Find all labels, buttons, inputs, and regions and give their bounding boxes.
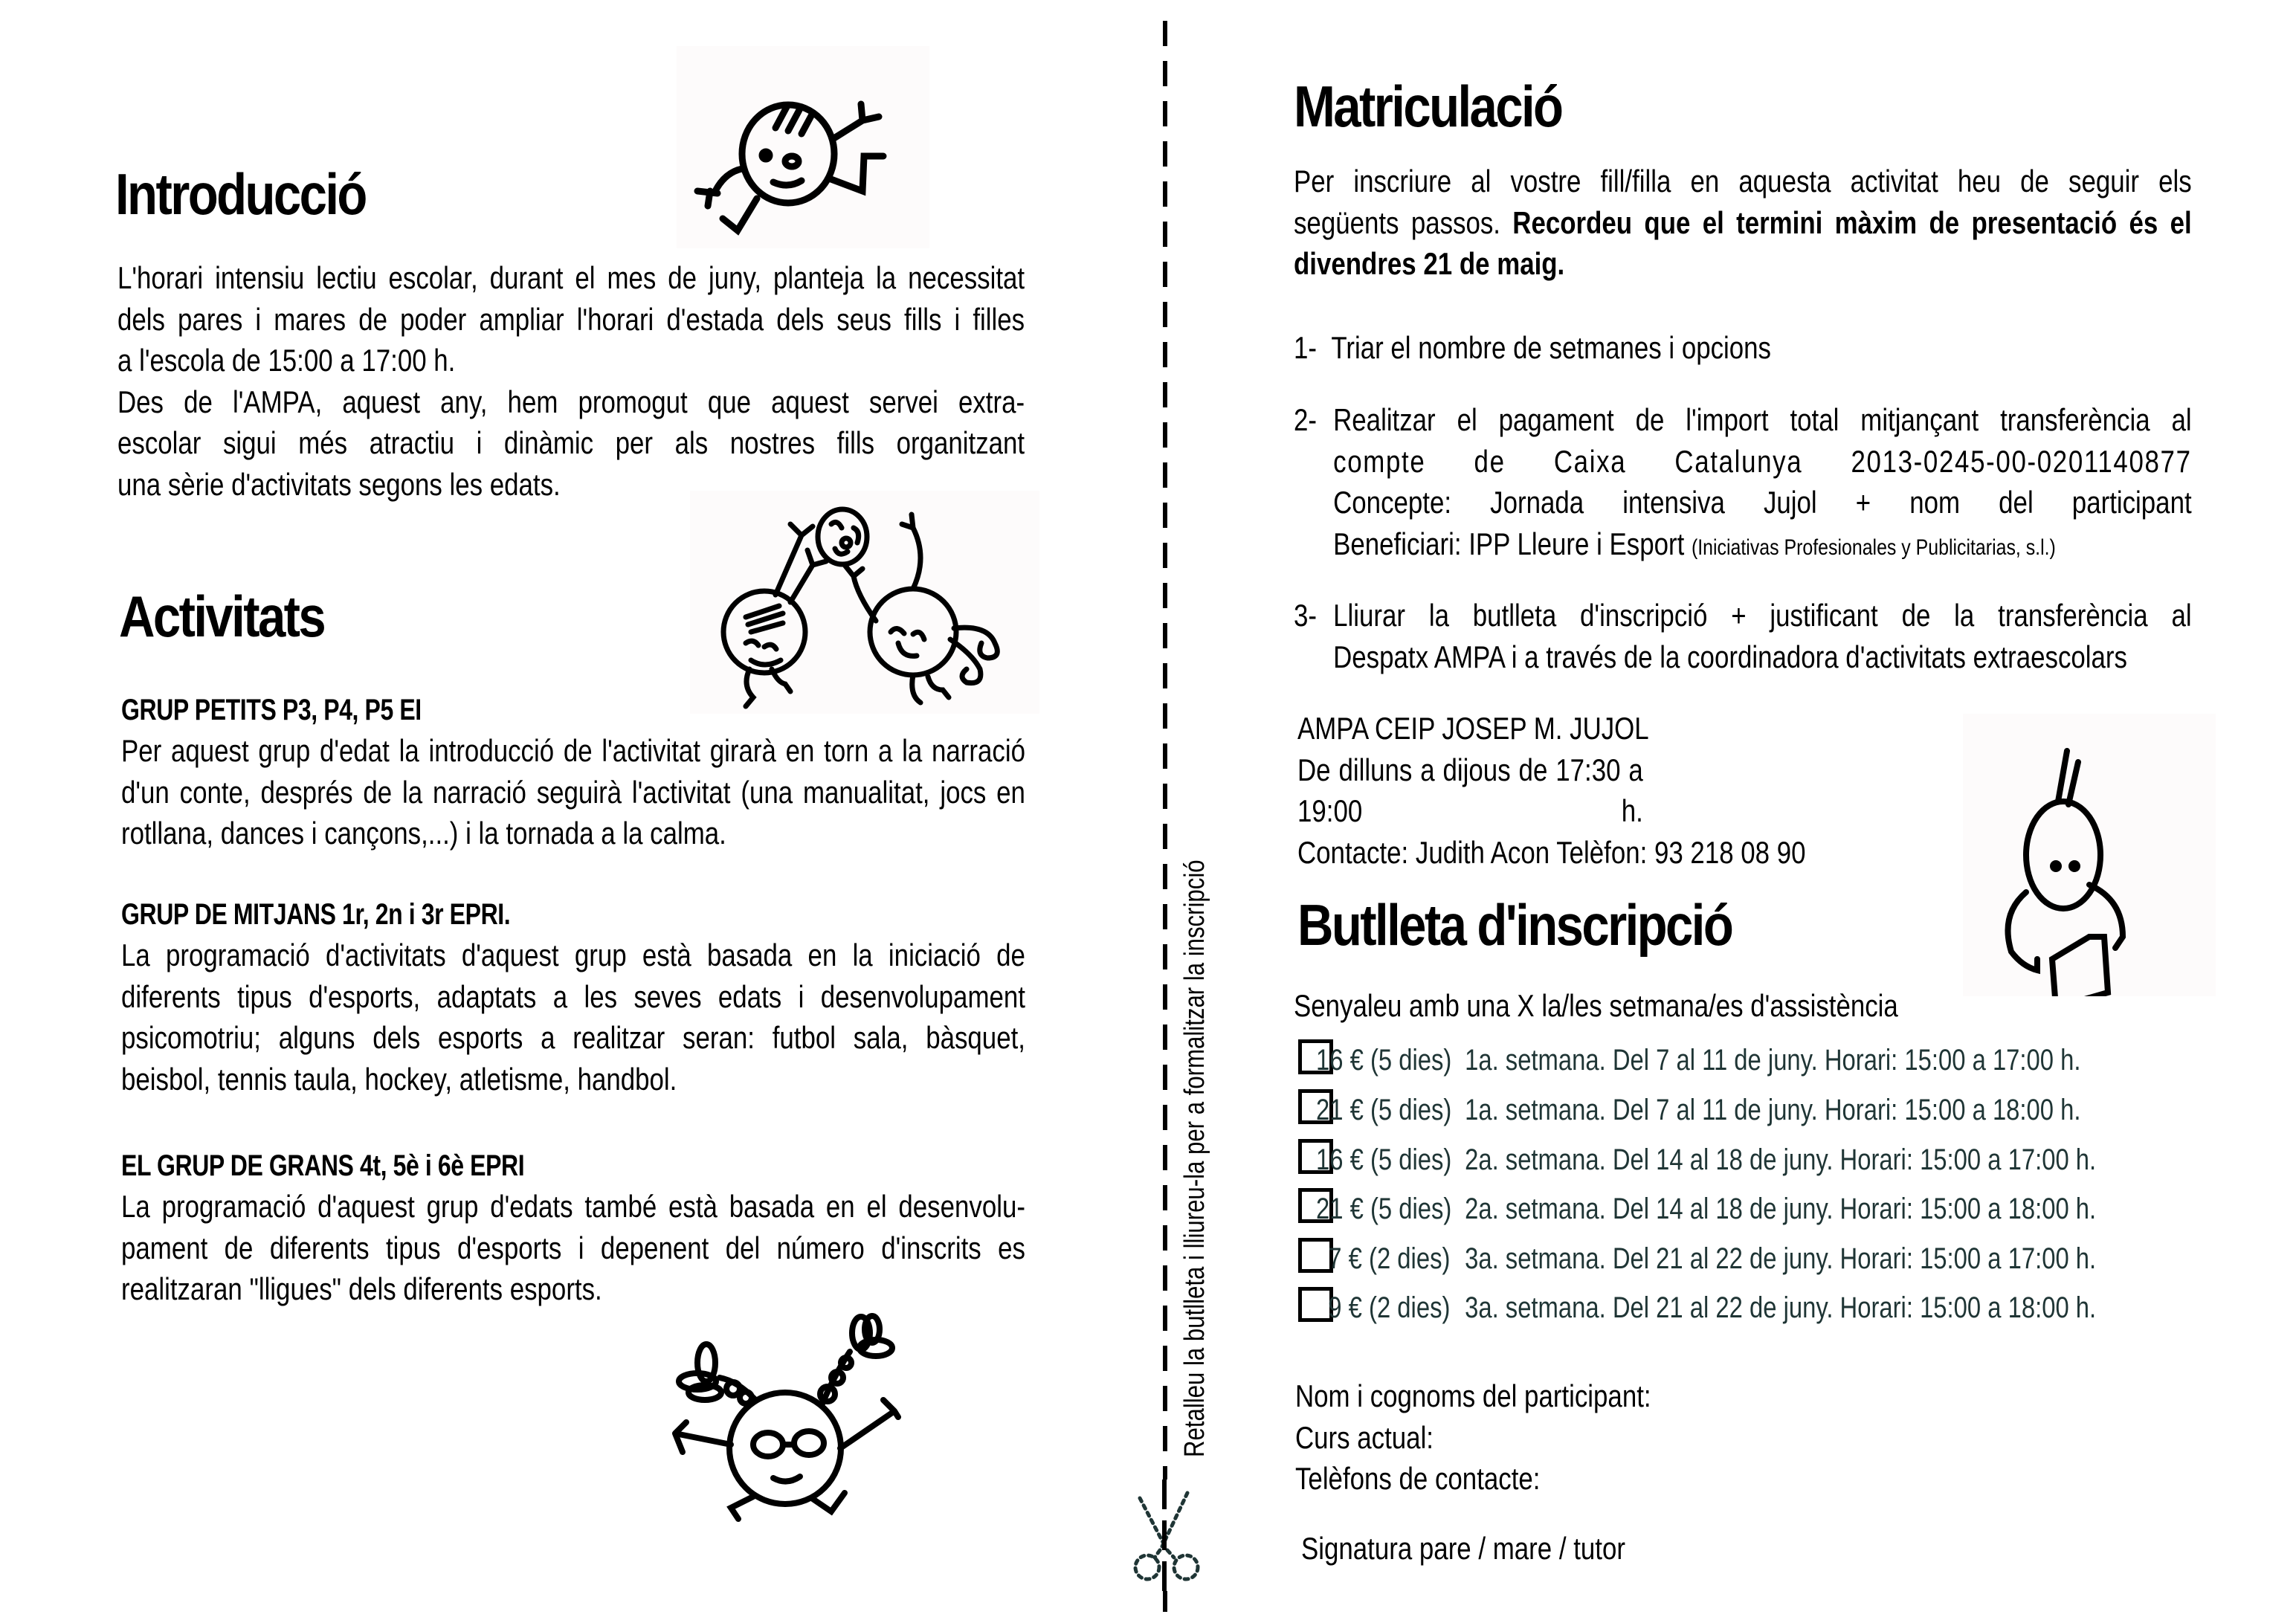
intro-line: Des de l'AMPA, aquest any, hem promogut que aquest servei extra- bbox=[117, 384, 1025, 419]
option-price: 7 € (2 dies) bbox=[1328, 1242, 1451, 1275]
step-line: Despatx AMPA i a través de la coordinadora d'activitats extraescolars bbox=[1333, 639, 2127, 674]
option-price: 21 € (5 dies) bbox=[1316, 1094, 1452, 1126]
enrollment-intro-regular: següents passos. bbox=[1294, 204, 1513, 240]
group-description-mitjans bbox=[121, 935, 1025, 1100]
week-option bbox=[1316, 1290, 2096, 1326]
group-line: Per aquest grup d'edat la introducció de l'activitat girarà en torn a la narració bbox=[121, 733, 1025, 768]
week-option bbox=[1316, 1042, 2080, 1078]
group-line: psicomotriu; alguns dels esports a realitzar seran: futbol sala, bàsquet, bbox=[121, 1020, 1025, 1055]
step-number: 3- bbox=[1294, 598, 1318, 633]
group-line: beisbol, tennis taula, hockey, atletisme, handbol. bbox=[121, 1061, 677, 1097]
scissors-icon bbox=[1126, 1480, 1201, 1591]
group-title-grans: EL GRUP DE GRANS 4t, 5è i 6è EPRI bbox=[121, 1149, 525, 1182]
intro-line: L'horari intensiu lectiu escolar, durant el mes de juny, planteja la necessitat bbox=[117, 260, 1025, 295]
option-text: 2a. setmana. Del 14 al 18 de juny. Horari: 15:00 a 18:00 h. bbox=[1465, 1193, 2097, 1225]
deadline-text: Recordeu que el termini màxim de presentació és el bbox=[1512, 204, 2192, 240]
enrollment-intro-line: Per inscriure al vostre fill/filla en aquesta activitat heu de seguir els bbox=[1294, 164, 2192, 199]
group-line: diferents tipus d'esports, adaptats a les seves edats i desenvolupament bbox=[121, 978, 1025, 1014]
group-line: d'un conte, després de la narració seguirà l'activitat (una manualitat, jocs en bbox=[121, 774, 1025, 810]
step-number: 1- bbox=[1294, 330, 1318, 365]
deadline-date: divendres 21 de maig. bbox=[1294, 246, 1565, 281]
form-heading: Butlleta d'inscripció bbox=[1297, 892, 1732, 958]
participant-name-field[interactable]: Nom i cognoms del participant: bbox=[1295, 1378, 1651, 1413]
beneficiary-line bbox=[1333, 523, 2192, 569]
option-price: 16 € (5 dies) bbox=[1316, 1044, 1452, 1077]
intro-heading: Introducció bbox=[115, 161, 366, 227]
enrollment-intro bbox=[1294, 161, 2192, 285]
group-line: realitzaran "lligues" dels diferents esports. bbox=[121, 1271, 602, 1306]
ball-players-illustration bbox=[690, 491, 1039, 714]
beneficiary-note: (Iniciativas Profesionales y Publicitarias, s.l.) bbox=[1691, 535, 2056, 560]
reading-child-illustration bbox=[1963, 714, 2216, 996]
children-playing-ball-icon bbox=[690, 491, 1039, 714]
group-description-grans bbox=[121, 1186, 1025, 1310]
step-1 bbox=[1294, 327, 2192, 369]
intro-line: dels pares i mares de poder ampliar l'horari d'estada dels seus fills i filles bbox=[117, 301, 1025, 337]
running-child-illustration bbox=[677, 46, 929, 248]
step-line bbox=[1294, 327, 2192, 369]
girl-with-pigtails-icon bbox=[645, 1307, 973, 1538]
contact-hours: De dilluns a dijous de 17:30 a 19:00 h. bbox=[1297, 752, 1643, 828]
contact-block bbox=[1297, 708, 1964, 873]
concept-line: Concepte: Jornada intensiva Jujol + nom del participant bbox=[1333, 485, 2192, 520]
group-line: rotllana, dances i cançons,...) i la tornada a la calma. bbox=[121, 816, 726, 851]
activities-heading: Activitats bbox=[119, 584, 325, 649]
participant-fields bbox=[1295, 1375, 1912, 1500]
step-text: Triar el nombre de setmanes i opcions bbox=[1331, 330, 1771, 365]
option-text: 3a. setmana. Del 21 al 22 de juny. Horari: 15:00 a 18:00 h. bbox=[1465, 1291, 2097, 1324]
step-2 bbox=[1294, 399, 2192, 568]
intro-line: una sèrie d'activitats segons les edats. bbox=[117, 466, 561, 502]
group-line: La programació d'activitats d'aquest grup està basada en la iniciació de bbox=[121, 938, 1025, 972]
option-text: 1a. setmana. Del 7 al 11 de juny. Horari: 15:00 a 17:00 h. bbox=[1465, 1044, 2081, 1077]
group-title-mitjans: GRUP DE MITJANS 1r, 2n i 3r EPRI. bbox=[121, 898, 511, 931]
option-text: 2a. setmana. Del 14 al 18 de juny. Horari: 15:00 a 17:00 h. bbox=[1465, 1143, 2097, 1176]
contact-person: Contacte: Judith Acon Telèfon: 93 218 08 90 bbox=[1297, 834, 1806, 870]
signature-wrap bbox=[1301, 1528, 1795, 1569]
week-option bbox=[1316, 1142, 2096, 1178]
group-line: La programació d'aquest grup d'edats també està basada en el desenvolu- bbox=[121, 1189, 1025, 1224]
scissors-icon-drawing bbox=[1126, 1480, 1201, 1591]
step-line: Realitzar el pagament de l'import total mitjançant transferència al bbox=[1333, 402, 2192, 437]
girl-glasses-illustration bbox=[645, 1307, 973, 1538]
intro-line: escolar sigui més atractiu i dinàmic per als nostres fills organitzant bbox=[117, 425, 1025, 460]
week-option bbox=[1316, 1191, 2096, 1227]
form-instruction: Senyaleu amb una X la/les setmana/es d'assistència bbox=[1294, 988, 1898, 1023]
current-course-field[interactable]: Curs actual: bbox=[1295, 1419, 1434, 1455]
cut-instruction: Retalleu la butlleta i lliureu-la per a formalitzar la inscripció bbox=[1179, 859, 1210, 1457]
form-instruction-wrap bbox=[1294, 985, 2034, 1027]
child-drawing-icon bbox=[677, 46, 929, 248]
option-text: 1a. setmana. Del 7 al 11 de juny. Horari: 15:00 a 18:00 h. bbox=[1465, 1094, 2081, 1126]
contact-org: AMPA CEIP JOSEP M. JUJOL bbox=[1297, 711, 1649, 746]
week-option bbox=[1316, 1241, 2096, 1277]
option-text: 3a. setmana. Del 21 al 22 de juny. Horari: 15:00 a 17:00 h. bbox=[1465, 1242, 2097, 1275]
group-line: pament de diferents tipus d'esports i depenent del número d'inscrits es bbox=[121, 1230, 1025, 1265]
enrollment-intro-line2 bbox=[1294, 202, 2192, 244]
beneficiary-label: Beneficiari: IPP Lleure i Esport bbox=[1333, 526, 1685, 561]
intro-line: a l'escola de 15:00 a 17:00 h. bbox=[117, 343, 456, 378]
option-price: 21 € (5 dies) bbox=[1316, 1193, 1452, 1225]
step-number: 2- bbox=[1294, 402, 1318, 437]
group-title-petits: GRUP PETITS P3, P4, P5 EI bbox=[121, 694, 422, 726]
step-3 bbox=[1294, 595, 2192, 677]
week-option bbox=[1316, 1092, 2080, 1128]
bank-account-line: compte de Caixa Catalunya 2013-0245-00-0201140877 bbox=[1333, 443, 2192, 479]
signature-field[interactable]: Signatura pare / mare / tutor bbox=[1301, 1531, 1625, 1566]
enrollment-heading: Matriculació bbox=[1294, 74, 1562, 139]
intro-paragraph bbox=[117, 257, 1025, 505]
option-price: 16 € (5 dies) bbox=[1316, 1143, 1452, 1176]
group-description-petits bbox=[121, 730, 1025, 854]
option-price: 9 € (2 dies) bbox=[1328, 1291, 1451, 1324]
child-reading-book-icon bbox=[1963, 714, 2216, 996]
cut-line-divider bbox=[1163, 21, 1167, 1623]
step-line: Lliurar la butlleta d'inscripció + justificant de la transferència al bbox=[1333, 598, 2192, 633]
contact-phones-field[interactable]: Telèfons de contacte: bbox=[1295, 1461, 1541, 1496]
